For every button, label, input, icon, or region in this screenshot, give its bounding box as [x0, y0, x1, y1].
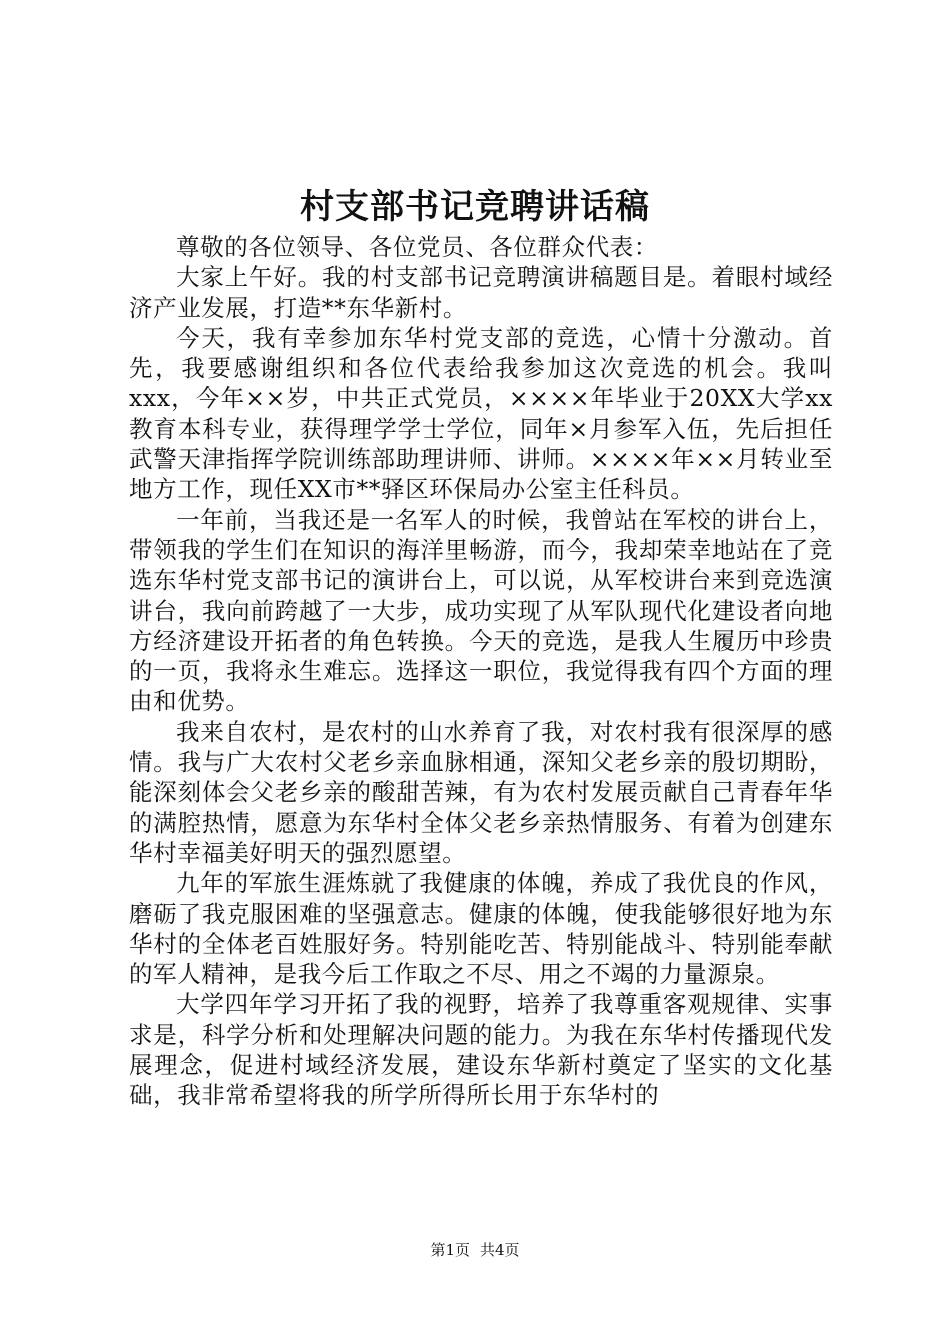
document-title: 村支部书记竞聘讲话稿	[300, 187, 650, 227]
body-paragraph: 我来自农村，是农村的山水养育了我，对农村我有很深厚的感情。我与广大农村父老乡亲血脉相通，深知父老乡亲的殷切期盼，能深刻体会父老乡亲的酸甜苦辣，有为农村发展贡献自己青春年华的满腔热情，愿意为东华村全体父老乡亲热情服务、有着为创建东华村幸福美好明天的强烈愿望。	[129, 717, 833, 867]
body-paragraph: 一年前，当我还是一名军人的时候，我曾站在军校的讲台上，带领我的学生们在知识的海洋里畅游，而今，我却荣幸地站在了竞选东华村党支部书记的演讲台上，可以说，从军校讲台来到竞选演讲台，我向前跨越了一大步，成功实现了从军队现代化建设者向地方经济建设开拓者的角色转换。今天的竞选，是我人生履历中珍贵的一页，我将永生难忘。选择这一职位，我觉得我有四个方面的理由和优势。	[129, 505, 833, 716]
page-footer	[0, 1240, 950, 1260]
body-paragraph: 九年的军旅生涯炼就了我健康的体魄，养成了我优良的作风，磨砺了我克服困难的坚强意志。健康的体魄，使我能够很好地为东华村的全体老百姓服好务。特别能吃苦、特别能战斗、特别能奉献的军人精神，是我今后工作取之不尽、用之不竭的力量源泉。	[129, 869, 833, 989]
body-paragraph: 大学四年学习开拓了我的视野，培养了我尊重客观规律、实事求是，科学分析和处理解决问题的能力。为我在东华村传播现代发展理念，促进村域经济发展，建设东华新村奠定了坚实的文化基础，我非常希望将我的所学所得所长用于东华村的	[129, 990, 833, 1110]
document-body	[129, 232, 833, 1111]
body-paragraph: 大家上午好。我的村支部书记竞聘演讲稿题目是。着眼村域经济产业发展，打造**东华新村。	[129, 263, 833, 322]
salutation-paragraph: 尊敬的各位领导、各位党员、各位群众代表：	[176, 233, 658, 261]
page-number: 第1页	[430, 1241, 470, 1259]
page-total: 共4页	[480, 1241, 520, 1259]
body-paragraph: 今天，我有幸参加东华村党支部的竞选，心情十分激动。首先，我要感谢组织和各位代表给我参加这次竞选的机会。我叫xxx，今年××岁，中共正式党员，××××年毕业于20XX大学xx教育本科专业，获得理学学士学位，同年×月参军入伍，先后担任武警天津指挥学院训练部助理讲师、讲师。××××年××月转业至地方工作，现任XX市**驿区环保局办公室主任科员。	[129, 323, 833, 504]
